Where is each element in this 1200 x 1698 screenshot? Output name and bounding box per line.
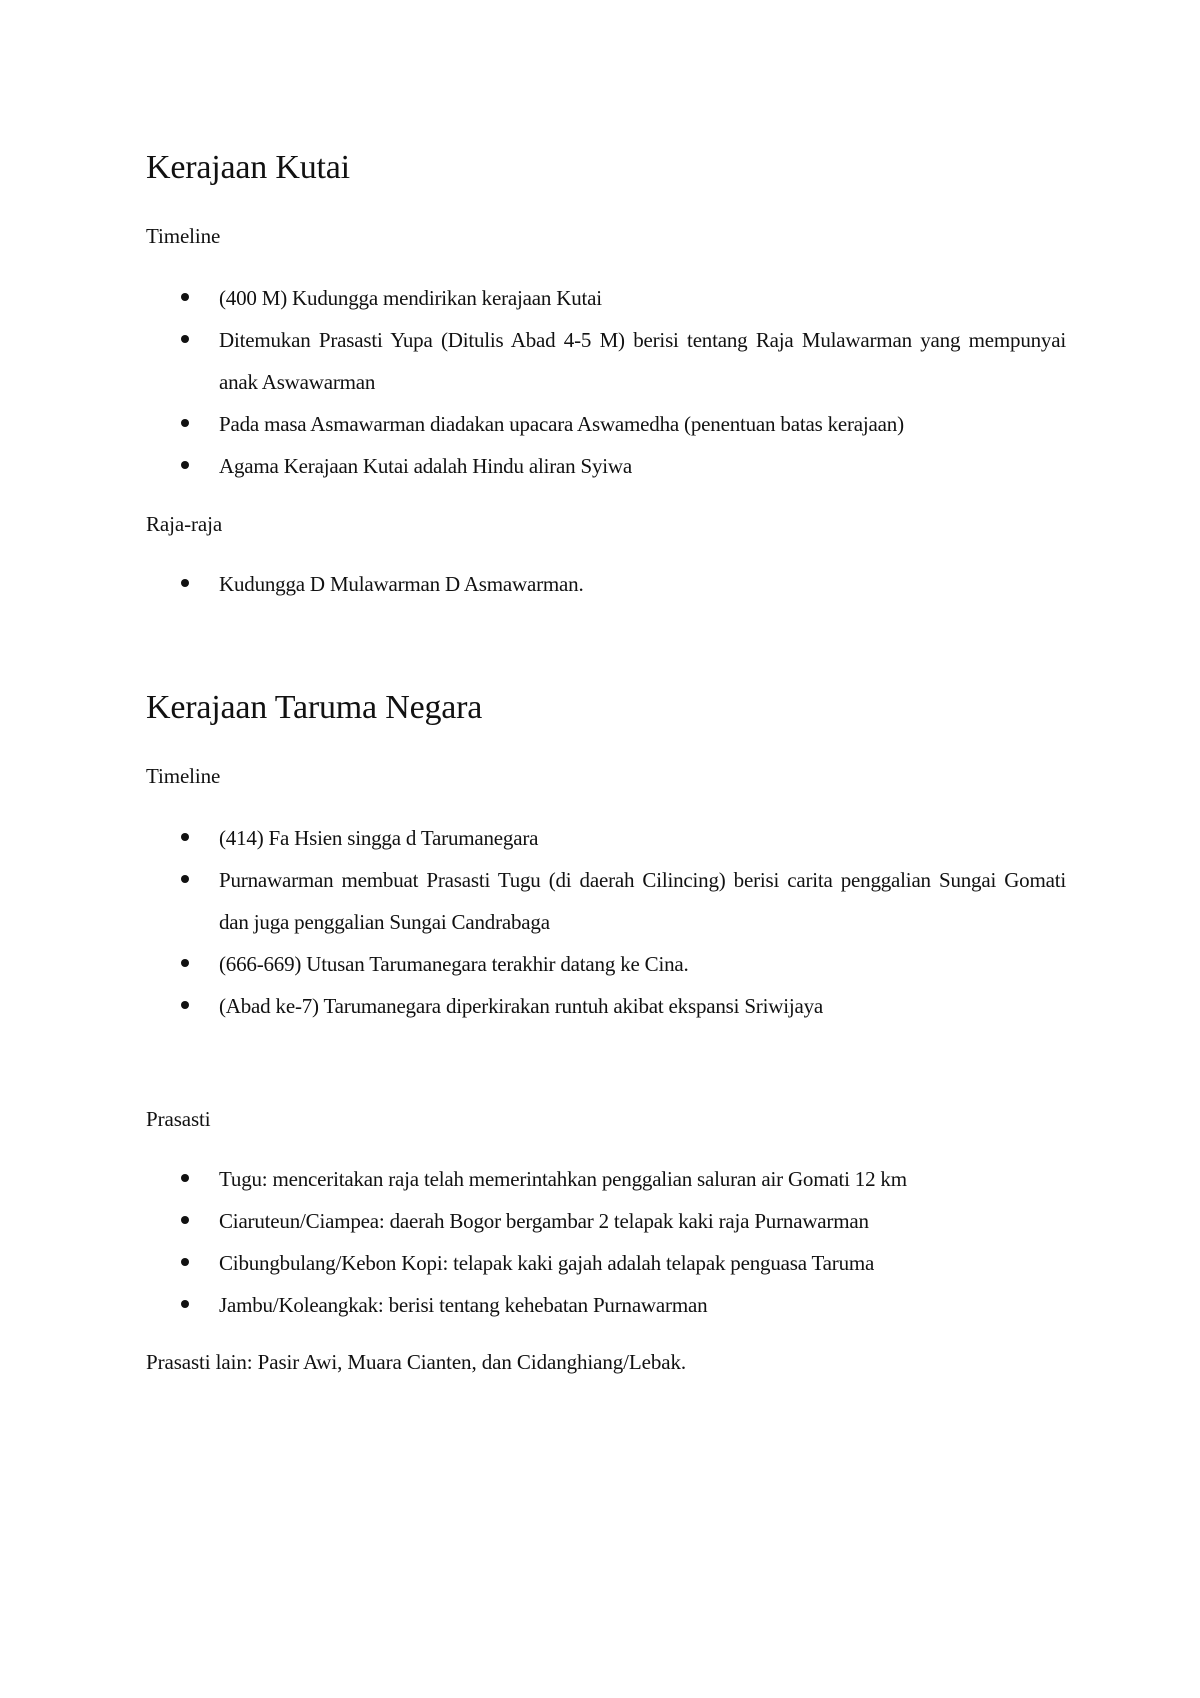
label-raja-raja: Raja-raja [146, 512, 223, 536]
heading-kerajaan-taruma-negara: Kerajaan Taruma Negara [146, 689, 483, 726]
list-item: Kudungga D Mulawarman D Asmawarman. [146, 563, 1066, 605]
taruma-timeline-list [146, 817, 1066, 1027]
bullet-icon [181, 419, 189, 427]
list-item: Agama Kerajaan Kutai adalah Hindu aliran Syiwa [146, 445, 1066, 487]
bullet-icon [181, 293, 189, 301]
taruma-prasasti-list [146, 1158, 1066, 1326]
list-item: (666-669) Utusan Tarumanegara terakhir datang ke Cina. [146, 943, 1066, 985]
bullet-icon [181, 461, 189, 469]
bullet-icon [181, 1300, 189, 1308]
list-item: Tugu: menceritakan raja telah memerintahkan penggalian saluran air Gomati 12 km [146, 1158, 1066, 1200]
list-item: Cibungbulang/Kebon Kopi: telapak kaki gajah adalah telapak penguasa Taruma [146, 1242, 1066, 1284]
kutai-timeline-list [146, 277, 1066, 487]
bullet-icon [181, 875, 189, 883]
label-timeline-kutai: Timeline [146, 224, 221, 248]
list-item: Ditemukan Prasasti Yupa (Ditulis Abad 4-5 M) berisi tentang Raja Mulawarman yang mempunyai anak Aswawarman [146, 319, 1066, 403]
bullet-icon [181, 833, 189, 841]
bullet-icon [181, 335, 189, 343]
list-item: (Abad ke-7) Tarumanegara diperkirakan runtuh akibat ekspansi Sriwijaya [146, 985, 1066, 1027]
bullet-icon [181, 1216, 189, 1224]
list-item: Pada masa Asmawarman diadakan upacara Aswamedha (penentuan batas kerajaan) [146, 403, 1066, 445]
list-item: Ciaruteun/Ciampea: daerah Bogor bergambar 2 telapak kaki raja Purnawarman [146, 1200, 1066, 1242]
list-item: (414) Fa Hsien singga d Tarumanegara [146, 817, 1066, 859]
list-item: (400 M) Kudungga mendirikan kerajaan Kutai [146, 277, 1066, 319]
heading-kerajaan-kutai: Kerajaan Kutai [146, 149, 350, 186]
list-item: Purnawarman membuat Prasasti Tugu (di daerah Cilincing) berisi carita penggalian Sungai Gomati dan juga penggalian Sungai Candrabaga [146, 859, 1066, 943]
bullet-icon [181, 1001, 189, 1009]
bullet-icon [181, 1258, 189, 1266]
label-timeline-taruma: Timeline [146, 764, 221, 788]
bullet-icon [181, 579, 189, 587]
bullet-icon [181, 959, 189, 967]
kutai-raja-list [146, 563, 1066, 605]
list-item: Jambu/Koleangkak: berisi tentang kehebatan Purnawarman [146, 1284, 1066, 1326]
prasasti-lain-text: Prasasti lain: Pasir Awi, Muara Cianten, dan Cidanghiang/Lebak. [146, 1350, 686, 1374]
bullet-icon [181, 1174, 189, 1182]
label-prasasti: Prasasti [146, 1107, 211, 1131]
